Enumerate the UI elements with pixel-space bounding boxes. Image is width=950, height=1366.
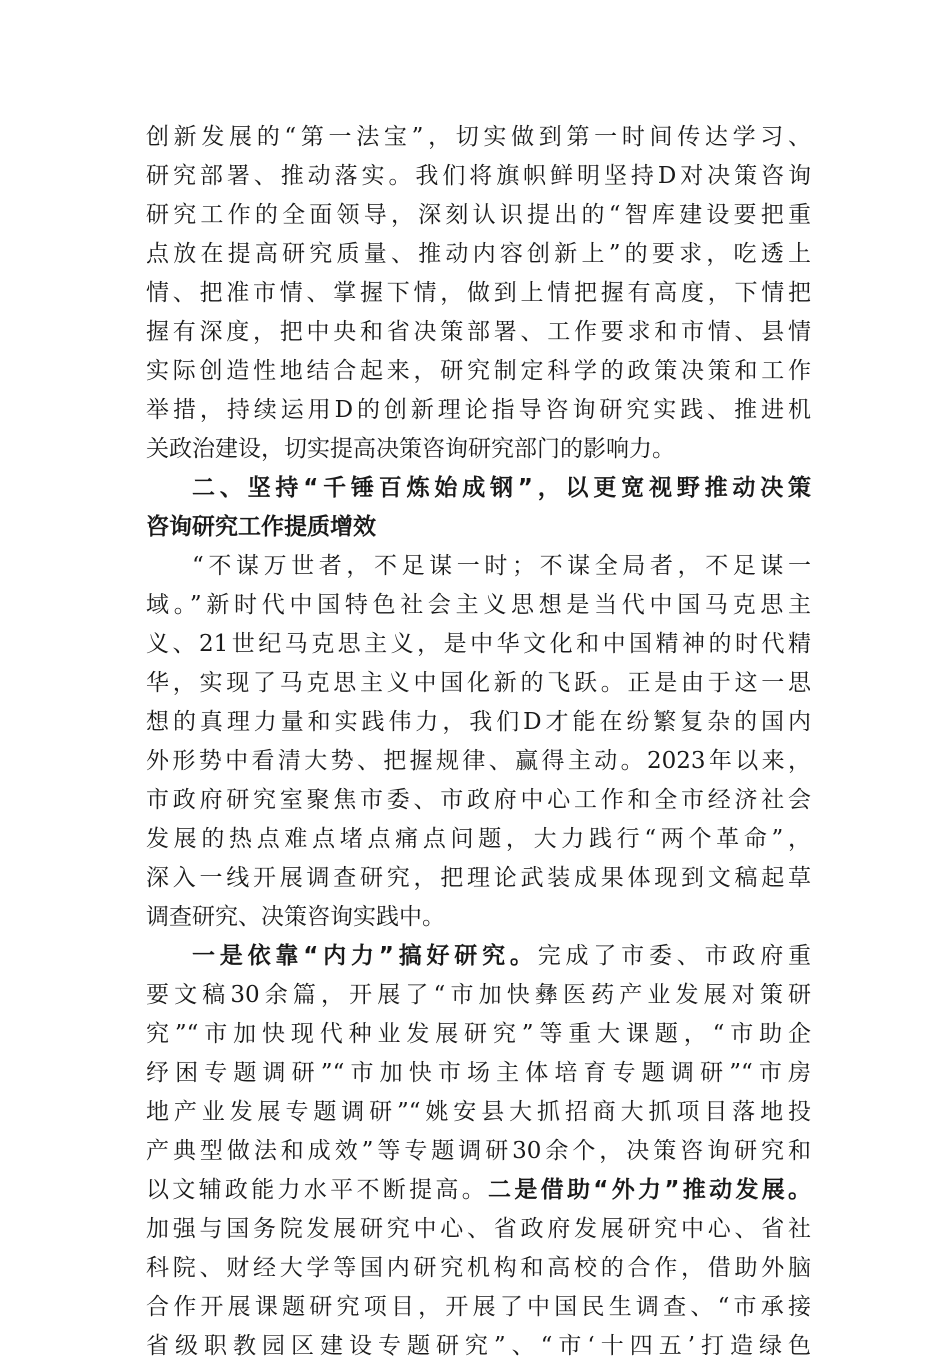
- text-line: 深入一线开展调查研究，把理论武装成果体现到文稿起草: [146, 865, 811, 891]
- bold-lead-text: 二是借助“外力”推动发展。: [488, 1177, 812, 1203]
- text-line: 想的真理力量和实践伟力，我们D才能在纷繁复杂的国内: [146, 709, 811, 735]
- text-line: [146, 937, 811, 976]
- text-line: 研究工作的全面领导，深刻认识提出的“智库建设要把重: [146, 202, 811, 228]
- text-line: 市政府研究室聚焦市委、市政府中心工作和全市经济社会: [146, 787, 811, 813]
- text-line: 研究部署、推动落实。我们将旗帜鲜明坚持D对决策咨询: [146, 163, 811, 189]
- text-line: 要文稿30余篇，开展了“市加快彝医药产业发展对策研: [146, 982, 811, 1008]
- section-heading-2: [146, 469, 811, 547]
- text-line: 关政治建设，切实提高决策咨询研究部门的影响力。: [146, 436, 675, 462]
- text-line: 点放在提高研究质量、推动内容创新上”的要求，吃透上: [146, 241, 811, 267]
- text-line: 合作开展课题研究项目，开展了中国民生调查、“市承接: [146, 1294, 811, 1320]
- text-line: 究”“市加快现代种业发展研究”等重大课题，“市助企: [146, 1021, 811, 1047]
- text-line: 发展的热点难点堵点痛点问题，大力践行“两个革命”，: [146, 826, 811, 852]
- text-span: 完成了市委、市政府重: [537, 943, 812, 969]
- text-line: 加强与国务院发展研究中心、省政府发展研究中心、省社: [146, 1216, 811, 1242]
- text-line: 科院、财经大学等国内研究机构和高校的合作，借助外脑: [146, 1255, 811, 1281]
- text-line: 握有深度，把中央和省决策部署、工作要求和市情、县情: [146, 319, 811, 345]
- text-line: 外形势中看清大势、把握规律、赢得主动。2023年以来，: [146, 748, 811, 774]
- text-line: 省级职教园区建设专题研究”、“市‘十四五’打造绿色: [146, 1333, 811, 1359]
- text-line: [146, 1171, 811, 1210]
- text-line: 创新发展的“第一法宝”，切实做到第一时间传达学习、: [146, 124, 811, 150]
- text-line: 地产业发展专题调研”“姚安县大抓招商大抓项目落地投: [146, 1099, 811, 1125]
- text-line: 实际创造性地结合起来，研究制定科学的政策决策和工作: [146, 358, 811, 384]
- paragraph-research: [146, 937, 811, 1366]
- paragraph-quote: [146, 547, 811, 937]
- text-line: 情、把准市情、掌握下情，做到上情把握有高度，下情把: [146, 280, 811, 306]
- text-line: 纾困专题调研”“市加快市场主体培育专题调研”“市房: [146, 1060, 811, 1086]
- bold-lead-text: 一是依靠“内力”搞好研究。: [192, 943, 538, 969]
- text-span: 以文辅政能力水平不断提高。: [146, 1177, 489, 1203]
- text-line: “不谋万世者，不足谋一时；不谋全局者，不足谋一: [192, 553, 811, 579]
- text-line: 举措，持续运用D的创新理论指导咨询研究实践、推进机: [146, 397, 811, 423]
- text-line: 调查研究、决策咨询实践中。: [146, 904, 445, 930]
- document-page: [146, 118, 811, 1366]
- text-line: 义、21世纪马克思主义，是中华文化和中国精神的时代精: [146, 631, 811, 657]
- text-line: 产典型做法和成效”等专题调研30余个，决策咨询研究和: [146, 1138, 811, 1164]
- text-line: 华，实现了马克思主义中国化新的飞跃。正是由于这一思: [146, 670, 811, 696]
- heading-line: 二、坚持“千锤百炼始成钢”，以更宽视野推动决策: [192, 475, 811, 501]
- paragraph-intro: [146, 118, 811, 469]
- heading-line: 咨询研究工作提质增效: [146, 514, 376, 540]
- text-line: 域。”新时代中国特色社会主义思想是当代中国马克思主: [146, 592, 811, 618]
